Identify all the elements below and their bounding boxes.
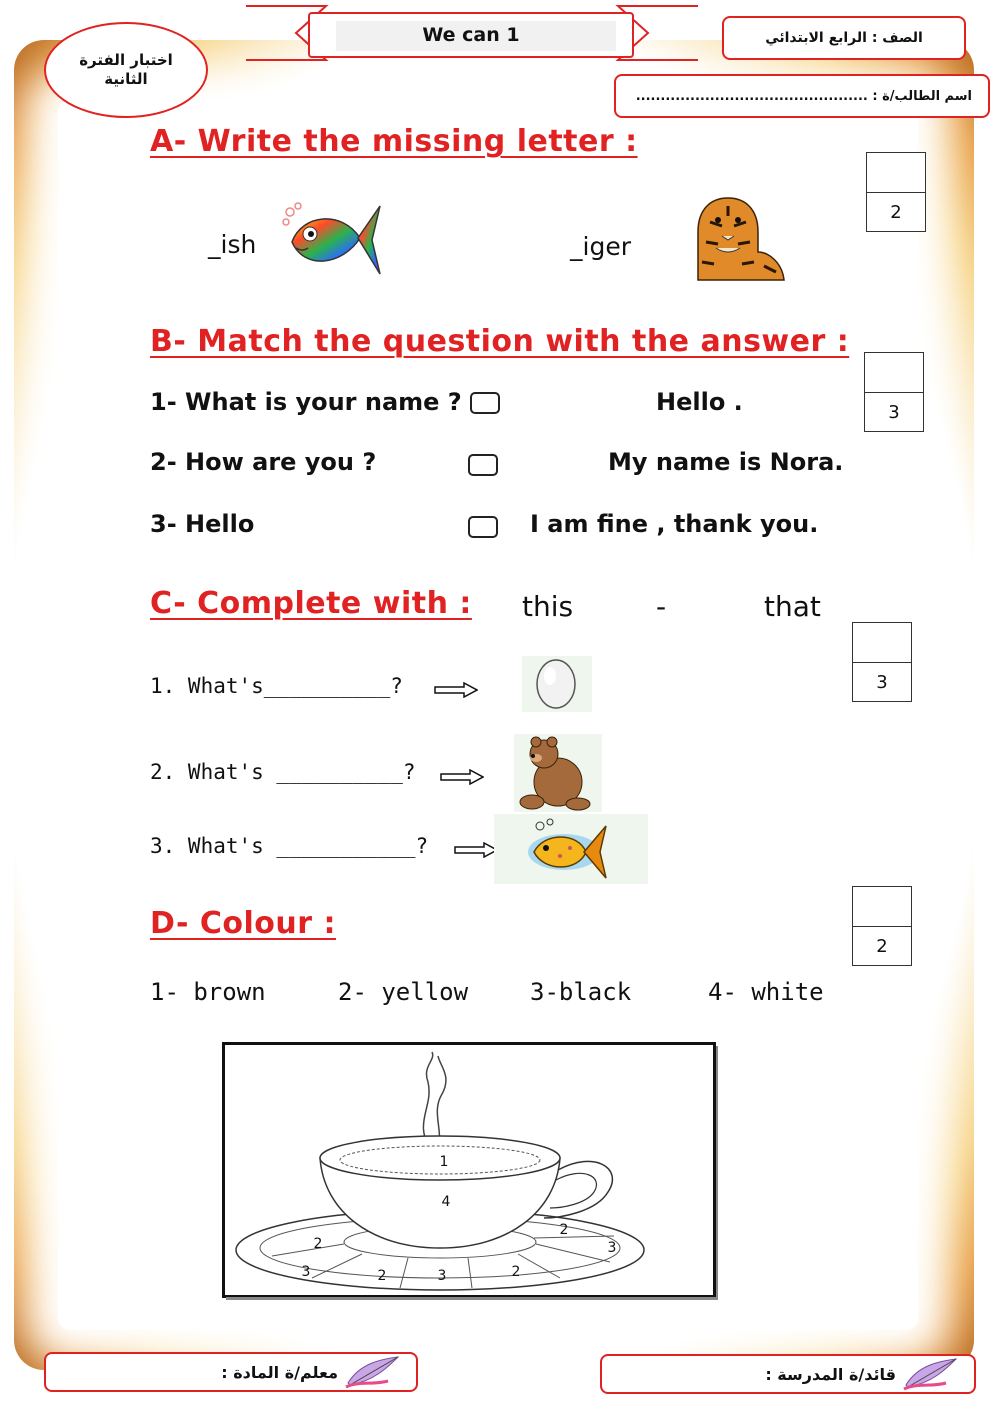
fish-picture-icon [278,200,384,280]
missing-letter-tiger: _iger [570,232,631,261]
section-c-heading: C- Complete with : [150,586,472,621]
cup-number: 4 [441,1194,451,1210]
match-answer-2: My name is Nora. [608,448,844,476]
section-a-score-box [866,152,926,232]
colour-key-3: 3-black [530,978,632,1006]
colour-key-4: 4- white [708,978,824,1006]
goldfish-picture-icon [494,814,648,884]
section-b-score: 3 [888,401,900,423]
match-answer-3: I am fine , thank you. [530,510,819,538]
student-name-field[interactable]: اسم الطالب/ة : ............................................... [635,88,972,104]
section-a-heading: A- Write the missing letter : [150,124,638,159]
word-this: this [522,590,574,623]
quill-pen-icon [344,1355,402,1389]
word-separator: - [656,590,667,623]
cup-number: 3 [437,1268,447,1284]
principal-label: قائد/ة المدرسة : [765,1364,896,1384]
cup-number: 2 [511,1264,521,1280]
teacup-colouring-picture [222,1042,718,1300]
word-that: that [764,590,821,623]
worksheet-title: We can 1 [422,24,520,46]
section-b-score-box [864,352,924,432]
arrow-right-icon [434,682,478,698]
egg-picture-icon [522,656,592,712]
exam-title: اختبار الفترة الثانية [79,51,173,88]
bear-picture-icon [514,734,602,812]
arrow-right-icon [454,842,498,858]
colour-key-1: 1- brown [150,978,266,1006]
section-d-score: 2 [876,935,888,957]
match-checkbox-3[interactable] [468,516,498,538]
student-name-box[interactable] [614,74,990,118]
cup-number: 3 [607,1240,617,1256]
missing-letter-fish: _ish [208,230,257,259]
quill-pen-icon [902,1357,960,1391]
section-d-score-box [852,886,912,966]
colour-key-2: 2- yellow [338,978,469,1006]
section-c-score: 3 [876,671,888,693]
match-question-1: 1- What is your name ? [150,388,462,416]
grade-label: الصف : الرابع الابتدائي [765,30,923,46]
complete-item-1: 1. What's__________? [150,674,403,698]
tiger-picture-icon [688,192,788,284]
match-answer-1: Hello . [656,388,743,416]
teacher-label: معلم/ة المادة : [221,1362,338,1382]
match-checkbox-1[interactable] [470,392,500,414]
principal-signature-box[interactable] [600,1354,976,1394]
cup-number: 1 [439,1154,449,1170]
teacher-signature-box[interactable] [44,1352,418,1392]
cup-number: 3 [301,1264,311,1280]
section-d-heading: D- Colour : [150,906,336,941]
match-question-2: 2- How are you ? [150,448,377,476]
grade-box [722,16,966,60]
match-checkbox-2[interactable] [468,454,498,476]
section-b-heading: B- Match the question with the answer : [150,324,850,359]
exam-title-badge [44,22,208,118]
worksheet-title-box [308,12,634,58]
section-c-score-box [852,622,912,702]
cup-number: 2 [313,1236,323,1252]
match-question-3: 3- Hello [150,510,255,538]
cup-number: 2 [559,1222,569,1238]
complete-item-2: 2. What's __________? [150,760,416,784]
complete-item-3: 3. What's ___________? [150,834,429,858]
section-a-score: 2 [890,201,902,223]
cup-number: 2 [377,1268,387,1284]
arrow-right-icon [440,769,484,785]
